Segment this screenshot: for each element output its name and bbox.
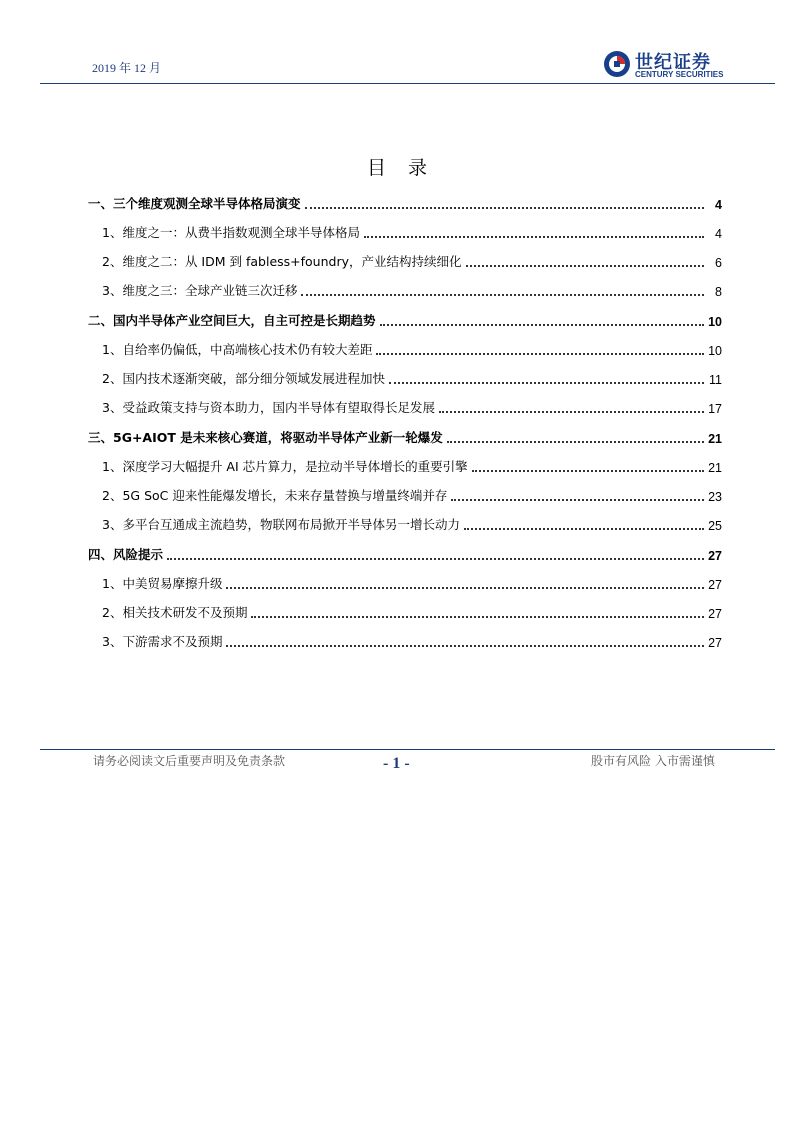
toc-subsection-1-1[interactable]: 1、维度之一：从费半指数观测全球半导体格局 4	[102, 225, 722, 241]
toc-subsection-3-3[interactable]: 3、多平台互通成主流趋势，物联网布局掀开半导体另一增长动力 25	[102, 517, 722, 533]
toc-subsection-2-1[interactable]: 1、自给率仍偏低，中高端核心技术仍有较大差距 10	[102, 342, 722, 358]
logo-mark-icon	[603, 50, 631, 78]
toc-section-1[interactable]: 一、三个维度观测全球半导体格局演变 4	[88, 196, 722, 212]
toc-subsection-1-2[interactable]: 2、维度之二：从 IDM 到 fabless+foundry，产业结构持续细化 6	[102, 254, 722, 270]
footer-risk-warning: 股市有风险 入市需谨慎	[591, 754, 715, 768]
logo-chinese-name: 世纪证券	[635, 52, 711, 73]
toc-title: 目 录	[366, 157, 436, 179]
header-date: 2019 年 12 月	[92, 61, 162, 75]
header-divider	[40, 83, 775, 84]
logo-english-name: CENTURY SECURITIES	[635, 70, 724, 79]
toc-section-4[interactable]: 四、风险提示 27	[88, 547, 722, 563]
footer-disclaimer: 请务必阅读文后重要声明及免责条款	[93, 754, 286, 768]
toc-section-2[interactable]: 二、国内半导体产业空间巨大，自主可控是长期趋势 10	[88, 313, 722, 329]
page-number: - 1 -	[383, 755, 410, 772]
company-logo	[603, 48, 733, 82]
toc-subsection-3-1[interactable]: 1、深度学习大幅提升 AI 芯片算力，是拉动半导体增长的重要引擎 21	[102, 459, 722, 475]
footer-divider	[40, 749, 775, 750]
toc-subsection-3-2[interactable]: 2、5G SoC 迎来性能爆发增长，未来存量替换与增量终端并存 23	[102, 488, 722, 504]
toc-subsection-1-3[interactable]: 3、维度之三：全球产业链三次迁移 8	[102, 283, 722, 299]
toc-subsection-4-3[interactable]: 3、下游需求不及预期 27	[102, 634, 722, 650]
toc-subsection-2-2[interactable]: 2、国内技术逐渐突破，部分细分领域发展进程加快 11	[102, 371, 722, 387]
toc-subsection-4-1[interactable]: 1、中美贸易摩擦升级 27	[102, 576, 722, 592]
toc-subsection-4-2[interactable]: 2、相关技术研发不及预期 27	[102, 605, 722, 621]
toc-subsection-2-3[interactable]: 3、受益政策支持与资本助力，国内半导体有望取得长足发展 17	[102, 400, 722, 416]
toc-section-3[interactable]: 三、5G+AIOT 是未来核心赛道，将驱动半导体产业新一轮爆发 21	[88, 430, 722, 446]
